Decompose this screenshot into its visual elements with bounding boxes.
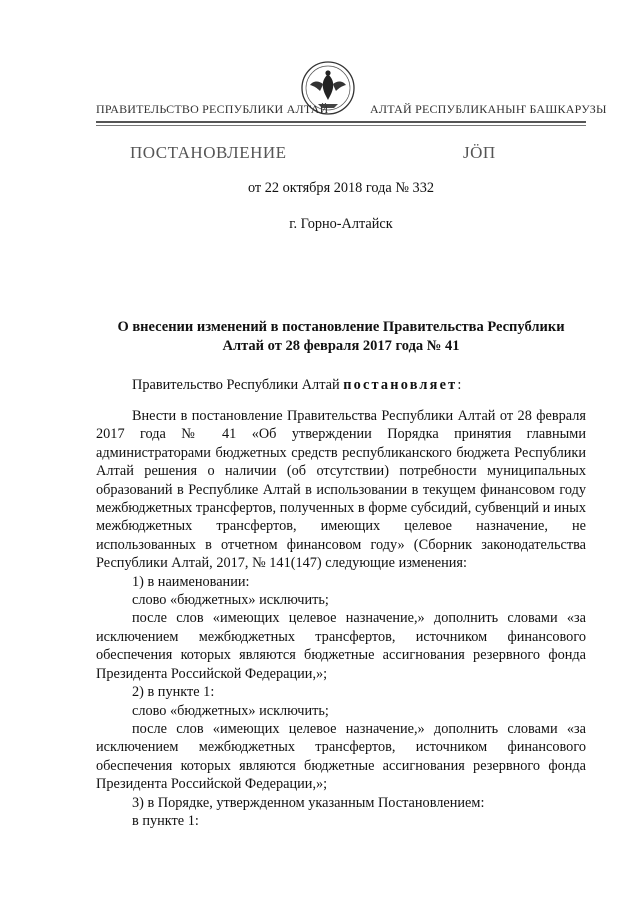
body-paragraph-intro: Внести в постановление Правительства Республики Алтай от 28 февраля 2017 года № 41 «Об утверждении Порядка принятия главными администраторами бюджетных средств республиканского бюджета Республики Алтай решения о наличии (об отсутствии) потребности муниципальных образований в Республике Алтай в использовании в текущем финансовом году межбюджетных трансфертов, полученных в форме субсидий, субвенций и иных межбюджетных трансфертов, имеющих целевое назначение, не использованных в отчетном финансовом году» (Сборник законодательства Республики Алтай, 2017, № 141(147) следующие изменения: (96, 408, 586, 572)
body-item-2-b: после слов «имеющих целевое назначение,» дополнить словами «за исключением межбюджетных трансфертов, источником финансового обеспечения которых являются бюджетные ассигнования резервного фонда Президента Российской Федерации,»; (96, 720, 586, 793)
body-item-1-b: после слов «имеющих целевое назначение,» дополнить словами «за исключением межбюджетных трансфертов, источником финансового обеспечения которых являются бюджетные ассигнования резервного фонда Президента Российской Федерации,»; (96, 610, 586, 682)
decree-suffix: : (457, 377, 462, 393)
letterhead-right-text: АЛТАЙ РЕСПУБЛИКАНЫҤ БАШКАРУЗЫ (370, 102, 607, 116)
decree-line (132, 377, 461, 394)
letterhead-rule-thick (96, 121, 586, 123)
document-city: г. Горно-Алтайск (289, 216, 393, 232)
body-item-2-a: слово «бюджетных» исключить; (132, 702, 329, 719)
body-item-3-a: в пункте 1: (132, 812, 199, 829)
decree-verb: постановляет (343, 377, 458, 393)
letterhead-rule-thin (96, 125, 586, 126)
body-item-3: 3) в Порядке, утвержденном указанным Постановлением: (132, 794, 485, 811)
document-title-line-2: Алтай от 28 февраля 2017 года № 41 (222, 338, 460, 354)
document-body (96, 407, 586, 830)
document-title (96, 318, 586, 356)
body-item-2: 2) в пункте 1: (132, 684, 215, 701)
document-title-line-1: О внесении изменений в постановление Правительства Республики (117, 319, 565, 335)
body-item-1: 1) в наименовании: (132, 573, 250, 590)
letterhead-left-text: ПРАВИТЕЛЬСТВО РЕСПУБЛИКИ АЛТАЙ (96, 102, 329, 116)
decree-prefix: Правительство Республики Алтай (132, 377, 344, 393)
doc-type-russian: ПОСТАНОВЛЕНИЕ (130, 143, 287, 162)
document-date: от 22 октября 2018 года № 332 (247, 180, 435, 196)
doc-type-altai: ЈӦП (463, 143, 496, 162)
body-item-1-a: слово «бюджетных» исключить; (132, 592, 329, 609)
